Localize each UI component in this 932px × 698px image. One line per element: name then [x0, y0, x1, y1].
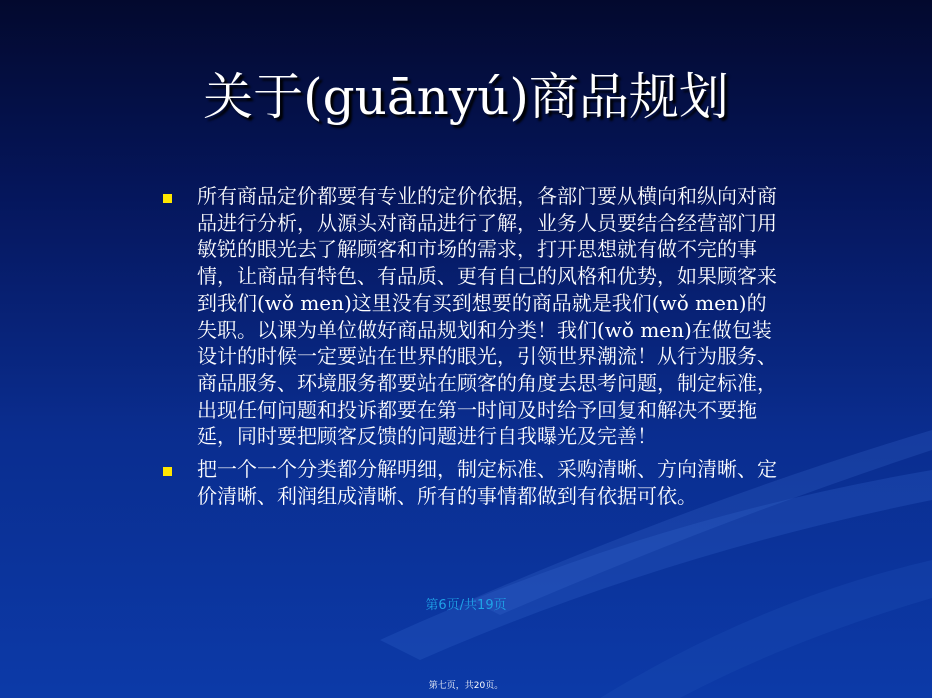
- bullet-item-classification: [160, 456, 780, 509]
- page-footer: 第七页，共20页。: [428, 681, 504, 691]
- bullet-list: [160, 183, 780, 515]
- square-bullet-icon: [163, 194, 172, 203]
- page-counter: 第6页/共19页: [425, 598, 507, 613]
- slide-title: 关于(guānyú)商品规划: [203, 68, 729, 126]
- bullet-text: 把一个一个分类都分解明细，制定标准、采购清晰、方向清晰、定价清晰、利润组成清晰、所有的事情都做到有依据可依。: [197, 457, 777, 508]
- bullet-text: 所有商品定价都要有专业的定价依据，各部门要从横向和纵向对商品进行分析，从源头对商品进行了解，业务人员要结合经营部门用敏锐的眼光去了解顾客和市场的需求，打开思想就有做不完的事情，让商品有特色、有品质、更有自己的风格和优势，如果顾客来到我们(wǒ men)这里没有买到想要的商品就是我们(wǒ men)的失职。以课为单位做好商品规划和分类！我们(wǒ men)在做包装设计的时候一定要站在世界的眼光，引领世界潮流！从行为服务、商品服务、环境服务都要站在顾客的角度去思考问题，制定标准，出现任何问题和投诉都要在第一时间及时给予回复和解决不要拖延，同时要把顾客反馈的问题进行自我曝光及完善！: [197, 184, 777, 449]
- bullet-item-pricing: [160, 183, 780, 450]
- square-bullet-icon: [163, 467, 172, 476]
